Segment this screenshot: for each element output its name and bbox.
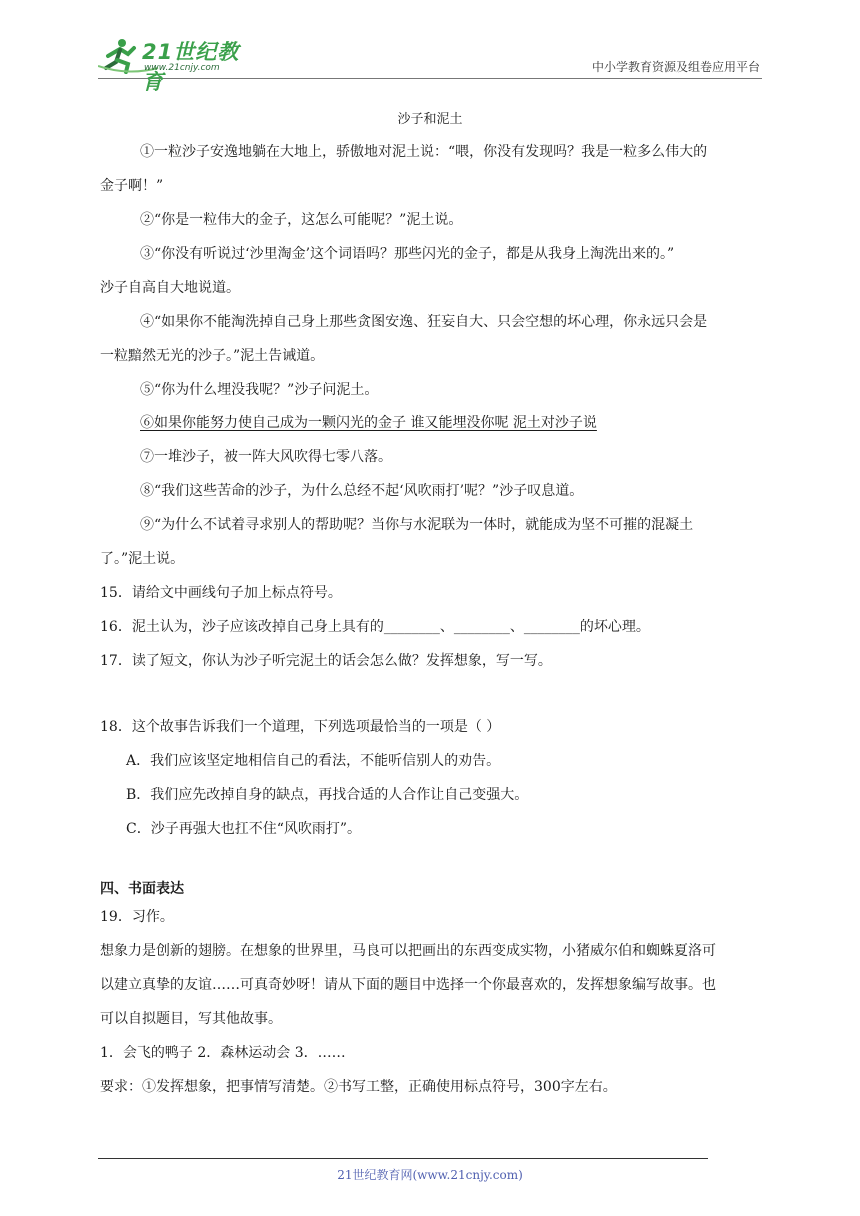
site-logo bbox=[98, 36, 258, 94]
paragraph-4-cont: 一粒黯然无光的沙子。”泥土告诫道。 bbox=[100, 348, 325, 364]
paragraph-3: ③“你没有听说过‘沙里淘金’这个词语吗？那些闪光的金子，都是从我身上淘洗出来的。” bbox=[140, 246, 675, 262]
option-a: A．我们应该坚定地相信自己的看法，不能听信别人的劝告。 bbox=[126, 753, 501, 769]
question-19: 19．习作。 bbox=[100, 909, 174, 925]
platform-name: 中小学教育资源及组卷应用平台 bbox=[591, 60, 760, 74]
paragraph-7: ⑦一堆沙子，被一阵大风吹得七零八落。 bbox=[140, 449, 392, 465]
requirements: 要求：①发挥想象，把事情写清楚。②书写工整，正确使用标点符号，300字左右。 bbox=[100, 1079, 617, 1095]
paragraph-2: ②“你是一粒伟大的金子，这怎么可能呢？”泥土说。 bbox=[140, 212, 463, 228]
prompt-line-3: 可以自拟题目，写其他故事。 bbox=[100, 1011, 282, 1027]
paragraph-4: ④“如果你不能淘洗掉自己身上那些贪图安逸、狂妄自大、只会空想的坏心理，你永远只会是 bbox=[140, 314, 708, 330]
paragraph-1-cont: 金子啊！” bbox=[100, 178, 164, 194]
underlined-sentence: ⑥如果你能努力使自己成为一颗闪光的金子 谁又能埋没你呢 泥土对沙子说 bbox=[140, 415, 597, 431]
paragraph-9: ⑨“为什么不试着寻求别人的帮助呢？当你与水泥联为一体时，就能成为坚不可摧的混凝土 bbox=[140, 517, 694, 533]
footer-divider bbox=[98, 1158, 708, 1159]
question-15: 15．请给文中画线句子加上标点符号。 bbox=[100, 585, 342, 601]
paragraph-1: ①一粒沙子安逸地躺在大地上，骄傲地对泥土说：“喂，你没有发现吗？我是一粒多么伟大的 bbox=[140, 144, 708, 160]
prompt-line-1: 想象力是创新的翅膀。在想象的世界里，马良可以把画出的东西变成实物，小猪威尔伯和蜘蛛夏洛可 bbox=[100, 943, 716, 959]
footer-text: 21世纪教育网(www.21cnjy.com) bbox=[337, 1168, 523, 1182]
question-17: 17．读了短文，你认为沙子听完泥土的话会怎么做？发挥想象，写一写。 bbox=[100, 653, 552, 669]
prompt-line-2: 以建立真挚的友谊……可真奇妙呀！请从下面的题目中选择一个你最喜欢的，发挥想象编写故事。也 bbox=[100, 977, 716, 993]
logo-url: www.21cnjy.com bbox=[144, 63, 220, 73]
topic-list: 1．会飞的鸭子 2．森林运动会 3．…… bbox=[100, 1045, 346, 1061]
option-c: C．沙子再强大也扛不住“风吹雨打”。 bbox=[126, 821, 362, 837]
paragraph-9-cont: 了。”泥土说。 bbox=[100, 551, 185, 567]
section-heading: 四、书面表达 bbox=[100, 881, 184, 897]
page-header bbox=[98, 34, 762, 94]
option-b: B．我们应先改掉自身的缺点，再找合适的人合作让自己变强大。 bbox=[126, 787, 529, 803]
article-title: 沙子和泥土 bbox=[397, 112, 463, 127]
question-18: 18．这个故事告诉我们一个道理，下列选项最恰当的一项是（ ） bbox=[100, 719, 501, 735]
paragraph-5: ⑤“你为什么埋没我呢？”沙子问泥土。 bbox=[140, 382, 379, 398]
paragraph-8: ⑧“我们这些苦命的沙子，为什么总经不起‘风吹雨打’呢？”沙子叹息道。 bbox=[140, 483, 584, 499]
question-16: 16．泥土认为，沙子应该改掉自己身上具有的________、________、________的坏心理。 bbox=[100, 619, 650, 635]
paragraph-3-cont: 沙子自高自大地说道。 bbox=[100, 280, 240, 296]
logo-title: 21世纪教育 bbox=[142, 40, 240, 94]
